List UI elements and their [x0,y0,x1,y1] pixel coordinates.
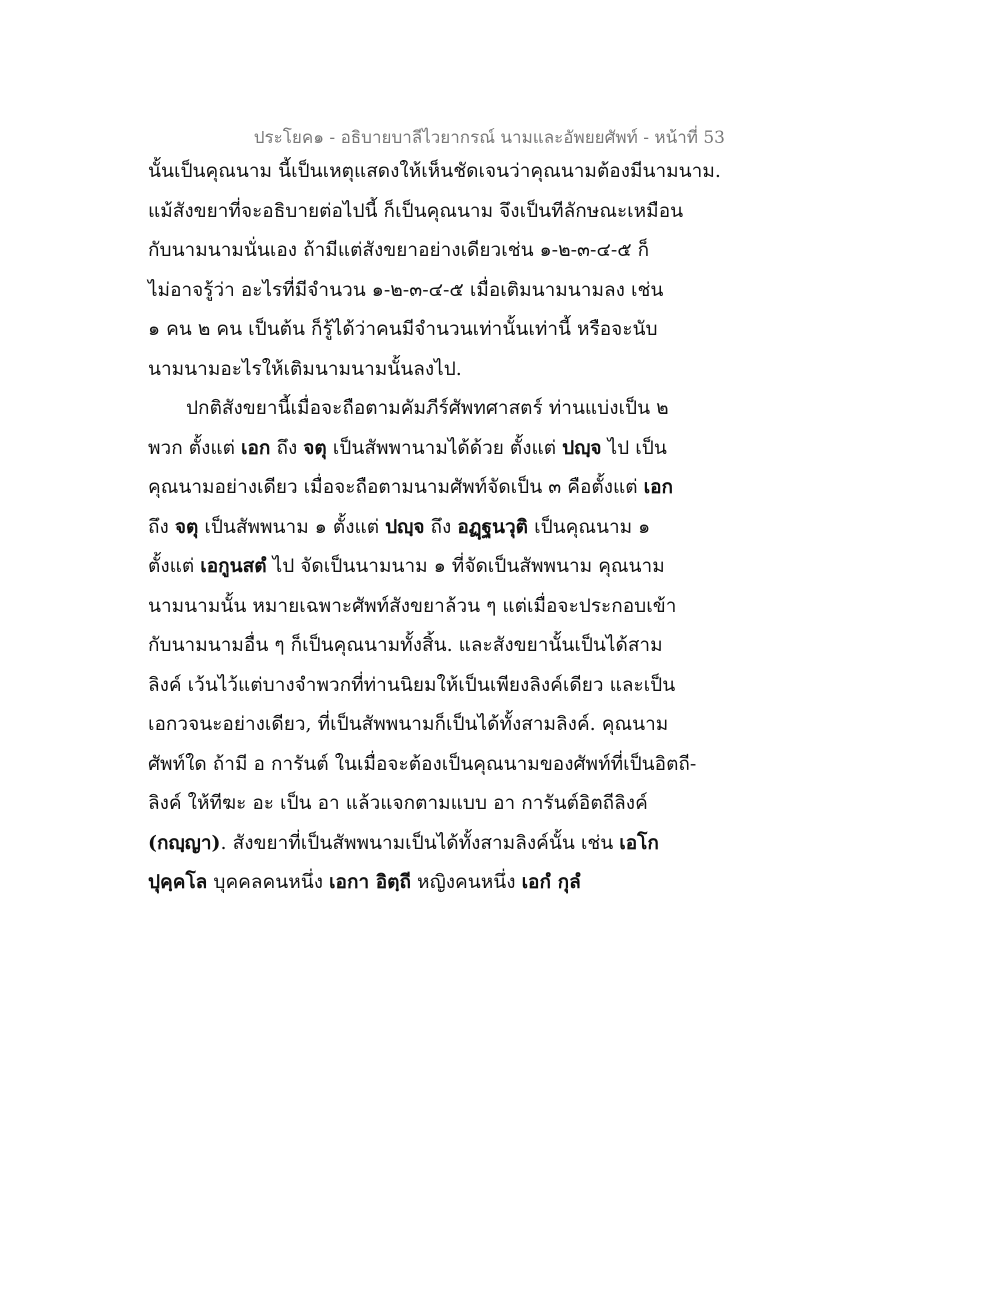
text-line [148,350,708,390]
text-run: นามนามอะไรให้เติมนามนามนั้นลงไป. [148,357,462,380]
text-run: . สังขยาที่เป็นสัพพนามเป็นได้ทั้งสามลิงค์นั้น เช่น [220,831,620,854]
text-line [148,152,721,192]
bold-term: เอโก [619,831,659,854]
text-run: เป็นสัพพานามได้ด้วย ตั้งแต่ [326,436,563,459]
running-header: ประโยค๑ - อธิบายบาลีไวยากรณ์ นามและอัพยยศัพท์ - หน้าที่ 53 [253,128,725,148]
text-run: บุคคลคนหนึ่ง [207,871,330,893]
bold-term: จตุ [174,515,199,538]
text-run: ตั้งแต่ [148,555,201,577]
text-run: ถึง [424,515,458,538]
text-line [148,587,708,627]
text-line [148,547,708,587]
text-run: ๑ คน ๒ คน เป็นต้น ก็รู้ได้ว่าคนมีจำนวนเท่านั้นเท่านี้ หรือจะนับ [148,318,658,340]
text-run: เอกวจนะอย่างเดียว, ที่เป็นสัพพนามก็เป็นได้ทั้งสามลิงค์. คุณนาม [148,713,669,735]
text-line [148,784,708,824]
text-line [148,192,708,232]
text-run: เป็นสัพพนาม ๑ ตั้งแต่ [198,515,386,538]
text-run: ไป จัดเป็นนามนาม ๑ ที่จัดเป็นสัพพนาม คุณนาม [266,555,665,577]
text-line [148,666,708,706]
text-line [148,824,708,864]
text-run: ศัพท์ใด ถ้ามี อ การันต์ ในเมื่อจะต้องเป็นคุณนามของศัพท์ที่เป็นอิตถี- [148,752,697,775]
bold-term: จตุ [303,436,327,459]
text-line [148,389,708,429]
bold-term: เอก [643,476,674,498]
text-line [148,863,708,903]
text-run: ถึง [148,515,175,538]
text-line [148,310,708,350]
bold-term: เอกา อิตฺถี [329,871,411,893]
bold-term: ปญฺจ [385,515,425,538]
bold-term: เอกูนสตํ [200,555,267,577]
text-run: ไป เป็น [601,436,667,459]
text-run: ลิงค์ เว้นไว้แต่บางจำพวกที่ท่านนิยมให้เป็นเพียงลิงค์เดียว และเป็น [148,673,676,696]
text-run: นั้นเป็นคุณนาม นี้เป็นเหตุแสดงให้เห็นชัดเจนว่าคุณนามต้องมีนามนาม. [148,160,721,182]
text-run: พวก ตั้งแต่ [148,436,241,459]
text-run: กับนามนามอื่น ๆ ก็เป็นคุณนามทั้งสิ้น. และสังขยานั้นเป็นได้สาม [148,634,663,656]
text-line [148,429,708,469]
text-line [148,745,708,785]
text-line [148,468,708,508]
bold-term: (กญฺญา) [148,831,221,854]
text-run: แม้สังขยาที่จะอธิบายต่อไปนี้ ก็เป็นคุณนาม จึงเป็นทีลักษณะเหมือน [148,199,684,222]
text-run: ลิงค์ ให้ทีฆะ อะ เป็น อา แล้วแจกตามแบบ อา การันต์อิตถีลิงค์ [148,792,648,814]
body-text [148,152,721,903]
bold-term: ปญฺจ [562,436,602,459]
text-line [148,231,708,271]
text-run: ปกติสังขยานี้เมื่อจะถือตามคัมภีร์ศัพทศาสตร์ ท่านแบ่งเป็น ๒ [186,397,669,419]
text-run: คุณนามอย่างเดียว เมื่อจะถือตามนามศัพท์จัดเป็น ๓ คือตั้งแต่ [148,476,644,498]
text-run: นามนามนั้น หมายเฉพาะศัพท์สังขยาล้วน ๆ แต่เมื่อจะประกอบเข้า [148,594,677,617]
text-run: ไม่อาจรู้ว่า อะไรที่มีจำนวน ๑-๒-๓-๔-๕ เมื่อเติมนามนามลง เช่น [148,278,664,301]
text-run: หญิงคนหนึ่ง [411,871,522,893]
bold-term: อฏฺฐนวุติ [457,515,529,538]
text-run: กับนามนามนั่นเอง ถ้ามีแต่สังขยาอย่างเดียวเช่น ๑-๒-๓-๔-๕ ก็ [148,239,650,261]
text-line [148,705,708,745]
text-line [148,508,708,548]
bold-term: เอกํ กุลํ [521,871,581,893]
text-run: เป็นคุณนาม ๑ [528,515,651,538]
bold-term: เอก [240,436,271,459]
text-line [148,626,708,666]
text-line [148,271,708,311]
text-run: ถึง [270,436,304,459]
bold-term: ปุคฺคโล [148,871,208,893]
